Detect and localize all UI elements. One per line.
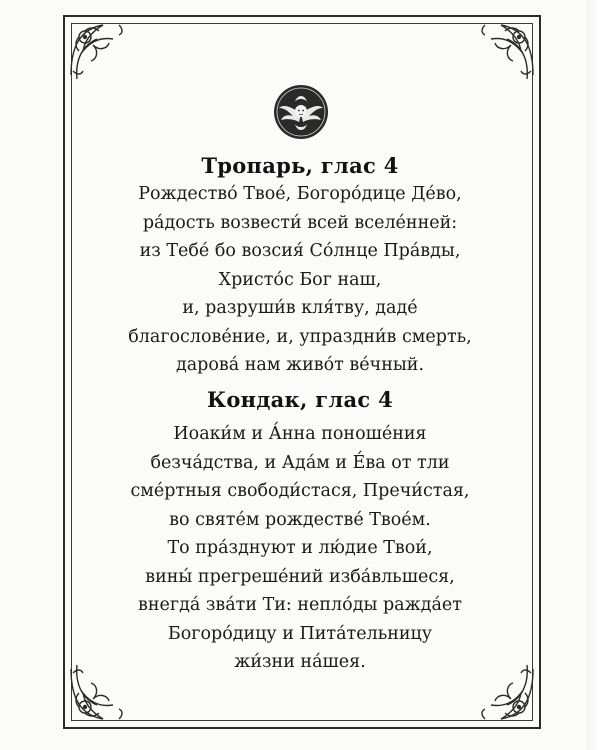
kontakion-heading: Кондак, глас 4 — [206, 387, 394, 412]
verse-line: Рождество́ Твое́, Богоро́дице Де́во, — [138, 184, 462, 204]
verse-line: Иоаки́м и А́нна поноше́ния — [173, 424, 427, 444]
verse-line: безча́дства, и Ада́м и Е́ва от тли — [150, 452, 450, 473]
corner-ornament-icon — [63, 15, 135, 87]
verse-line: благослове́ние, и, упраздни́в смерть, — [128, 326, 472, 347]
troparion-heading: Тропарь, глас 4 — [201, 153, 399, 178]
verse-line: Христо́с Бог наш, — [218, 269, 382, 290]
troparion-text — [80, 180, 520, 380]
verse-line: сме́ртныя свободи́стася, Пречи́стая, — [130, 481, 470, 501]
seraph-emblem-icon — [273, 84, 329, 140]
verse-line: дарова́ нам живо́т ве́чный. — [175, 355, 425, 375]
verse-line: внегда́ зва́ти Ти: непло́ды ражда́ет — [138, 595, 462, 615]
verse-line: ра́дость возвести́ всей вселе́нней: — [142, 212, 458, 233]
verse-line: из Тебе́ бо возсия́ Со́лнце Пра́вды, — [139, 241, 461, 261]
corner-ornament-icon — [469, 15, 541, 87]
verse-line: То пра́зднуют и лю́дие Твои́, — [167, 538, 433, 558]
verse-line: вины́ прегреше́ний изба́вльшеся, — [145, 566, 455, 587]
page-edge — [586, 0, 600, 750]
verse-line: Богоро́дицу и Пита́тельницу — [167, 623, 433, 644]
verse-line: жи́зни на́шея. — [234, 652, 366, 672]
verse-line: и, разруши́в кля́тву, даде́ — [182, 298, 418, 318]
verse-line: во святе́м рождестве́ Твое́м. — [169, 509, 431, 530]
kontakion-text — [80, 420, 520, 677]
